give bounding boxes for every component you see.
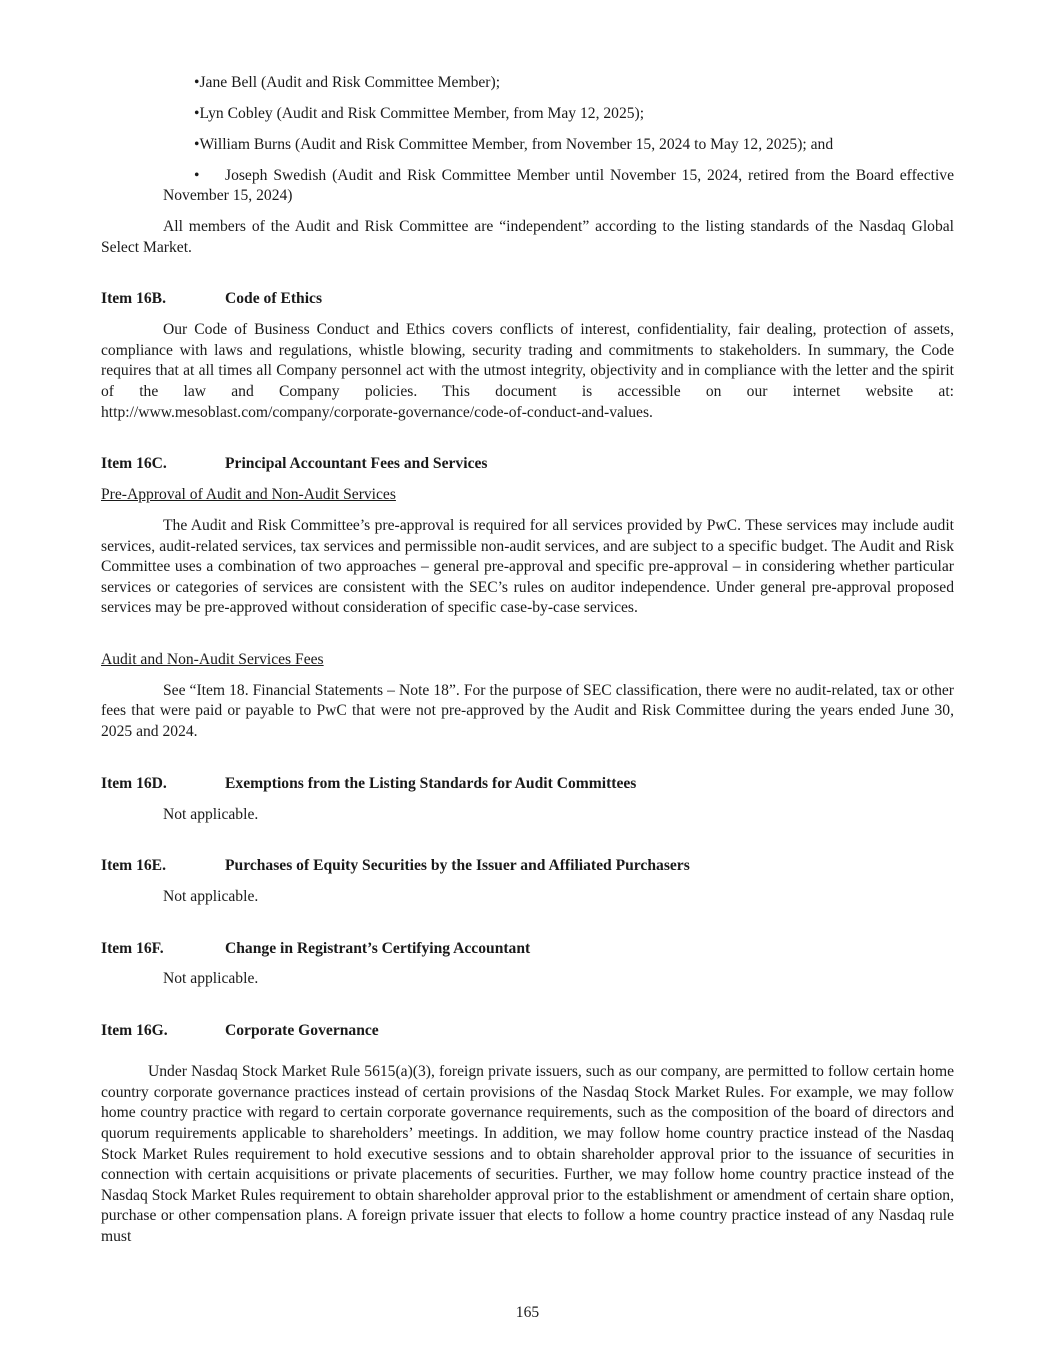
bullet-text: William Burns (Audit and Risk Committee Member, from November 15, 2024 to May 12, 2025); and bbox=[199, 135, 834, 153]
corporate-governance-body: Under Nasdaq Stock Market Rule 5615(a)(3), foreign private issuers, such as our company, are permitted to follow certain home country corporate governance practices instead of certain provisions of the Nasdaq Stock Market Rules. For example, we may follow home country practice with regard to certain corporate governance requirements, such as the composition of the board of directors and quorum requirements applicable to shareholders’ meetings. In addition, we may follow home country practice instead of the Nasdaq Stock Market Rules requirement to hold executive sessions and to obtain shareholder approval prior to the issuance of securities in connection with certain acquisitions or private placements of securities. Further, we may follow home country practice instead of the Nasdaq Stock Market Rules requirement to obtain shareholder approval prior to the establishment or amendment of certain share option, purchase or other compensation plans. A foreign private issuer that elects to follow a home country practice instead of any Nasdaq rule must bbox=[101, 1063, 954, 1246]
section-number: Item 16G. bbox=[101, 1022, 168, 1040]
section-number: Item 16E. bbox=[101, 857, 166, 875]
independence-paragraph: All members of the Audit and Risk Committee are “independent” according to the listing standards of the Nasdaq Global Select Market. bbox=[101, 218, 954, 256]
bullet-text: Joseph Swedish (Audit and Risk Committee Member until November 15, 2024, retired from the Board effective November 15, 2024) bbox=[163, 166, 954, 205]
bullet-icon: • bbox=[194, 104, 200, 122]
accountant-change-body: Not applicable. bbox=[163, 970, 259, 988]
section-title: Principal Accountant Fees and Services bbox=[225, 455, 488, 473]
page-number: 165 bbox=[515, 1304, 540, 1321]
fees-body: See “Item 18. Financial Statements – Note 18”. For the purpose of SEC classification, there were no audit-related, tax or other fees that were paid or payable to PwC that were not pre-approved by the Audit and Risk Committee during the years ended June 30, 2025 and 2024. bbox=[101, 681, 954, 741]
section-heading-16d bbox=[101, 774, 954, 795]
bullet-text: Jane Bell (Audit and Risk Committee Member); bbox=[199, 74, 501, 91]
code-of-ethics-body: Our Code of Business Conduct and Ethics covers conflicts of interest, confidentiality, fair dealing, protection of assets, compliance with laws and regulations, whistle blowing, security trading and commitments to stakeholders. In summary, the Code requires that at all times all Company personnel act with the utmost integrity, objectivity and in compliance with the letter and the spirit of the law and Company policies. This document is accessible on our internet website at: http://www.mesoblast.com/company/corporate-governance/code-of-conduct-and-values. bbox=[101, 321, 954, 421]
pre-approval-body: The Audit and Risk Committee’s pre-approval is required for all services provided by PwC. These services may include audit services, audit-related services, tax services and permissible non-audit services, and are subject to a specific budget. The Audit and Risk Committee uses a combination of two approaches – general pre-approval and specific pre-approval – in considering whether particular services or categories of services are consistent with the SEC’s rules on auditor independence. Under general pre-approval proposed services may be pre-approved without consideration of specific case-by-case services. bbox=[101, 516, 954, 617]
section-title: Purchases of Equity Securities by the Issuer and Affiliated Purchasers bbox=[225, 857, 690, 875]
section-heading-16g bbox=[101, 1021, 954, 1042]
section-heading-16f bbox=[101, 939, 954, 960]
section-heading-16b bbox=[101, 289, 954, 310]
bullet-icon: • bbox=[194, 74, 200, 91]
exemptions-body: Not applicable. bbox=[163, 805, 259, 823]
bullet-item bbox=[101, 104, 954, 125]
bullet-item bbox=[101, 135, 954, 156]
section-number: Item 16C. bbox=[101, 455, 167, 473]
section-number: Item 16D. bbox=[101, 774, 167, 792]
subheading-pre-approval: Pre-Approval of Audit and Non-Audit Services bbox=[101, 486, 396, 504]
section-title: Code of Ethics bbox=[225, 290, 323, 308]
section-title: Exemptions from the Listing Standards for Audit Committees bbox=[225, 774, 637, 792]
section-title: Change in Registrant’s Certifying Accountant bbox=[225, 939, 531, 957]
bullet-text: Lyn Cobley (Audit and Risk Committee Member, from May 12, 2025); bbox=[199, 104, 645, 122]
bullet-icon: • bbox=[194, 135, 200, 153]
section-heading-16c bbox=[101, 454, 954, 475]
section-number: Item 16F. bbox=[101, 939, 164, 957]
bullet-icon: • bbox=[194, 166, 200, 184]
document-page bbox=[101, 73, 954, 1248]
section-heading-16e bbox=[101, 856, 954, 877]
bullet-item bbox=[101, 166, 954, 207]
subheading-fees: Audit and Non-Audit Services Fees bbox=[101, 650, 324, 668]
bullet-item bbox=[101, 73, 954, 94]
section-title: Corporate Governance bbox=[225, 1022, 379, 1040]
purchases-body: Not applicable. bbox=[163, 888, 259, 905]
section-number: Item 16B. bbox=[101, 290, 166, 308]
